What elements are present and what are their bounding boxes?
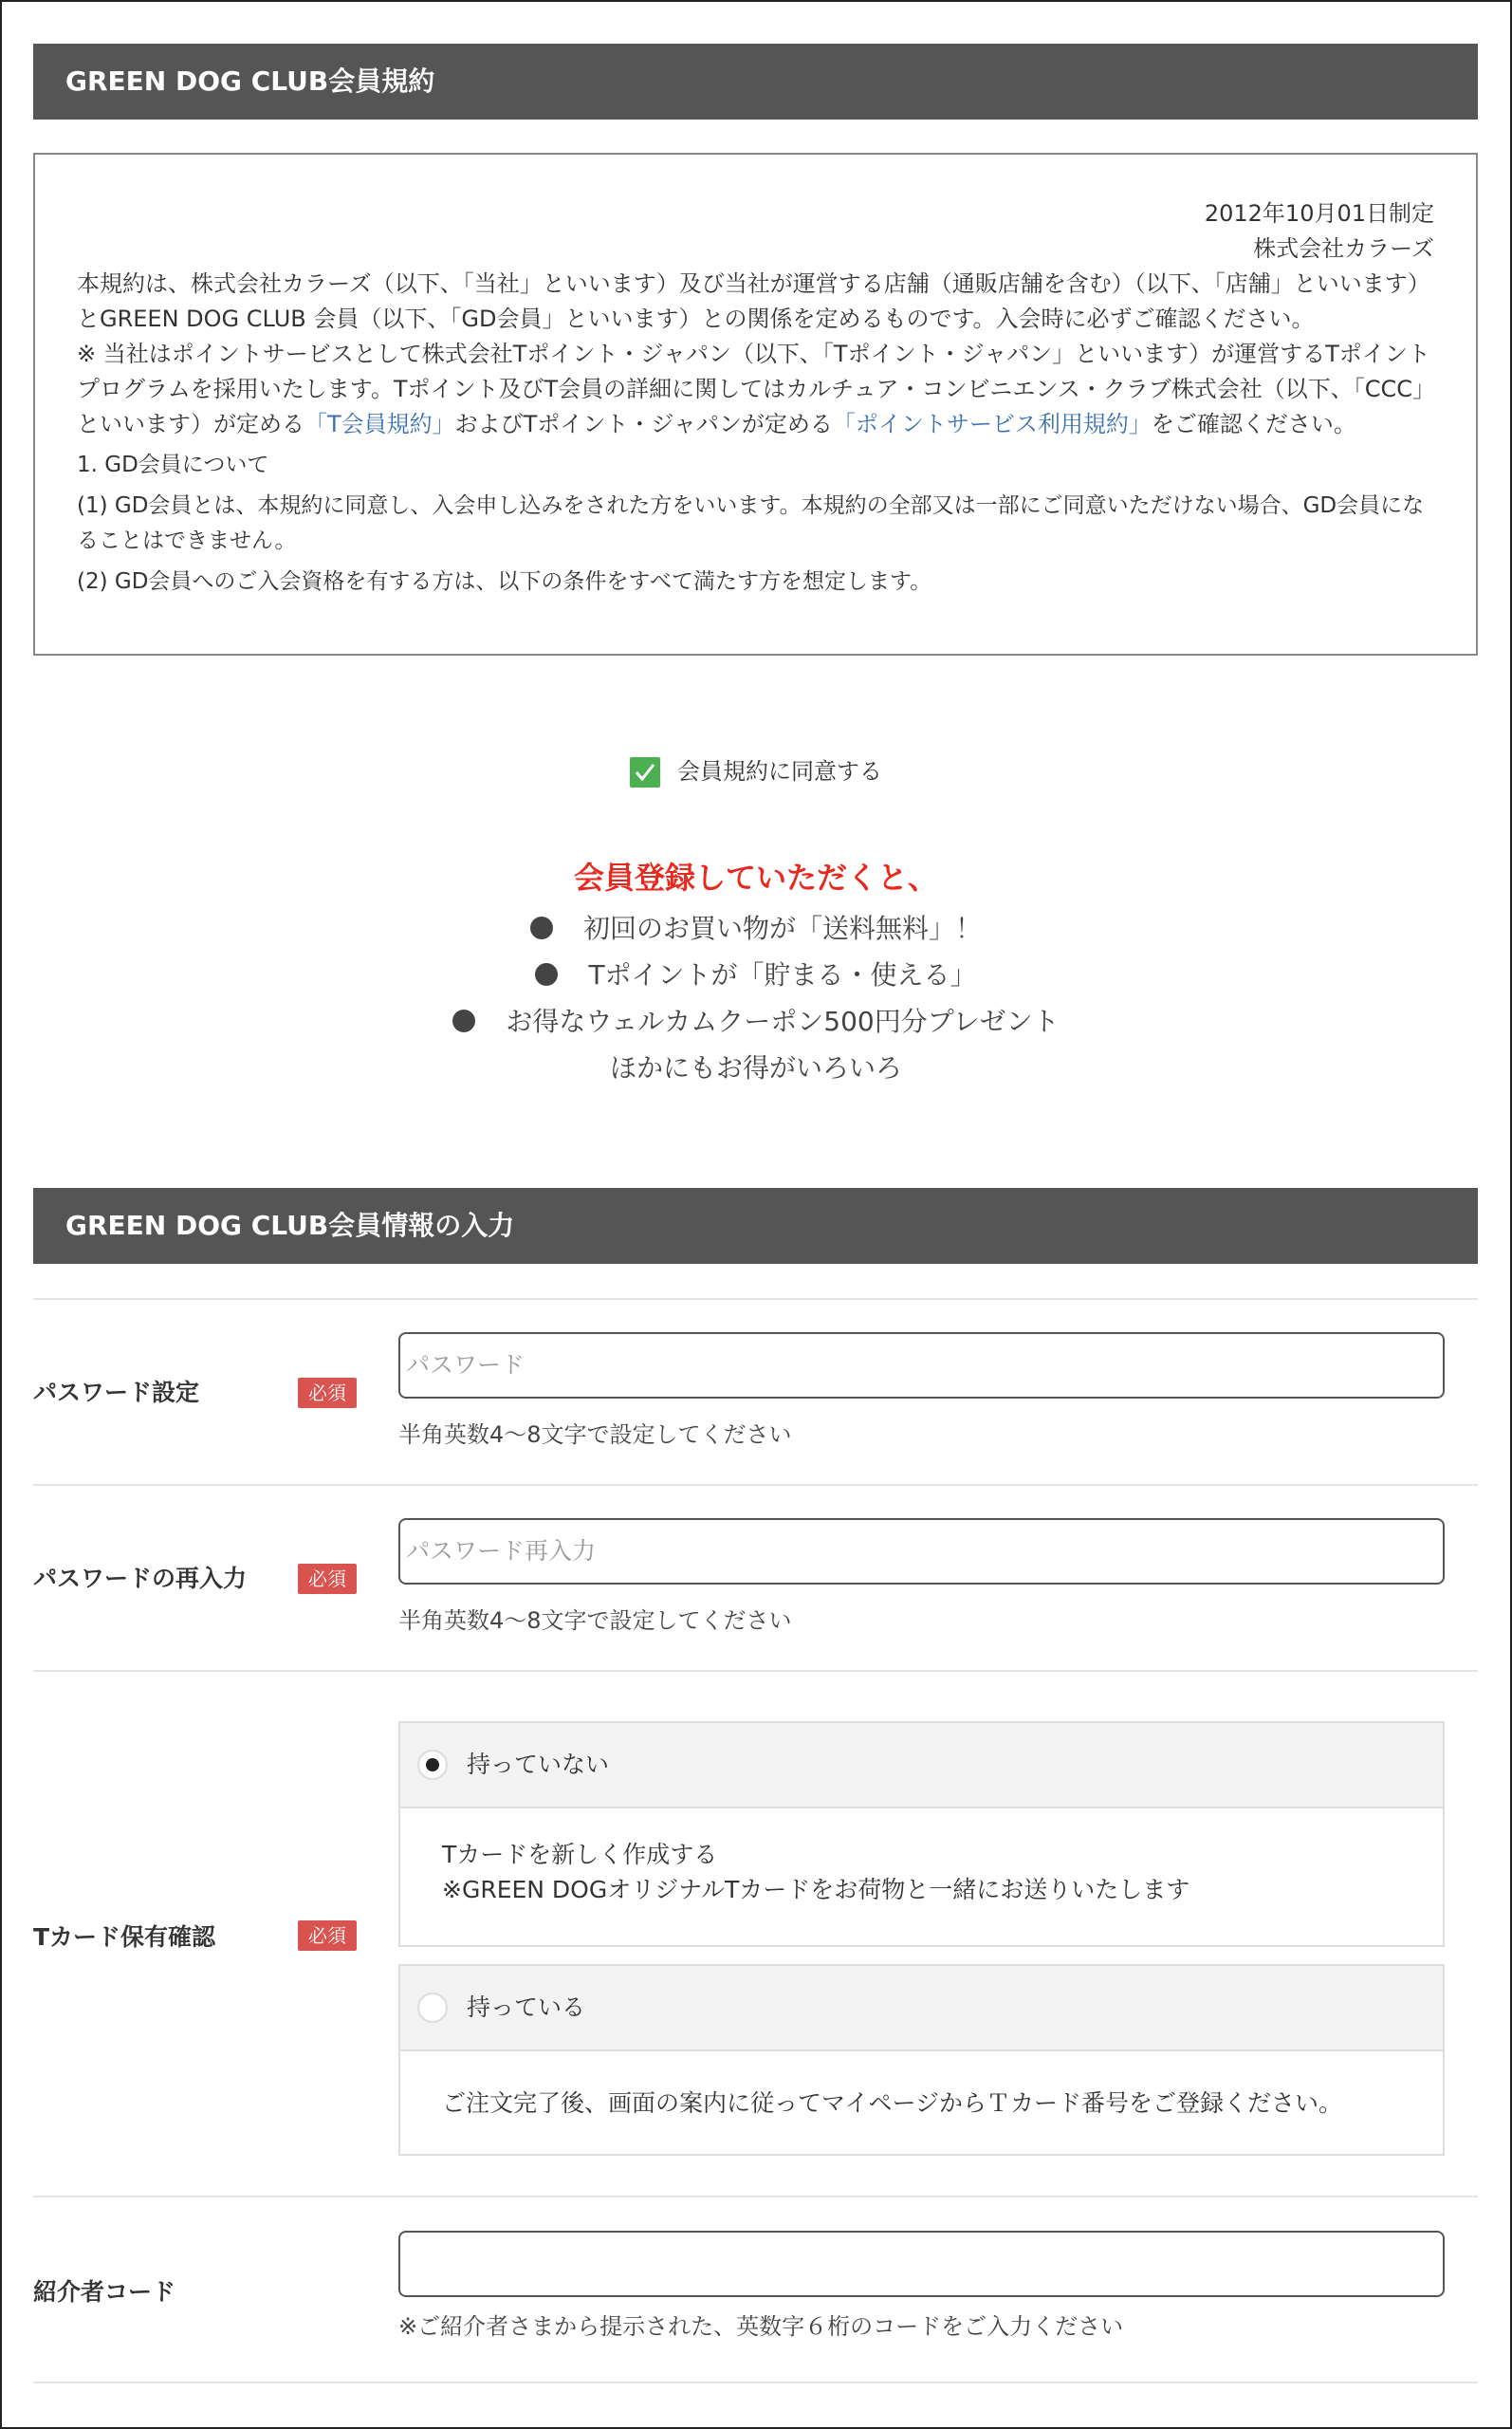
divider <box>33 1484 1478 1486</box>
tcard-option-yes[interactable] <box>398 1964 1445 2051</box>
password-confirm-label: パスワードの再入力 <box>33 1565 248 1592</box>
tcard-label: Tカード保有確認 <box>33 1923 216 1951</box>
password-input[interactable]: パスワード <box>398 1332 1445 1399</box>
agree-checkbox[interactable] <box>630 757 660 788</box>
promo-item-text: 初回のお買い物が「送料無料」！ <box>582 913 982 944</box>
promo-item-text: お得なウェルカムクーポン500円分プレゼント <box>506 1006 1060 1037</box>
terms-date: 2012年10月01日制定 <box>1204 200 1434 227</box>
bullet-icon <box>535 963 558 986</box>
promo-item <box>0 908 1512 946</box>
promo-title: 会員登録していただくと、 <box>573 860 938 896</box>
referral-hint: ※ご紹介者さまから提示された、英数字６桁のコードをご入力ください <box>398 2313 1124 2340</box>
terms-section-title: 1. GD会員について <box>77 453 269 477</box>
password-confirm-hint: 半角英数4〜8文字で設定してください <box>398 1607 792 1634</box>
promo-item <box>0 955 1512 992</box>
terms-text: ※ 当社はポイントサービスとして株式会社Tポイント・ジャパン（以下、「Tポイント・ジャパン」といいます）が運営するTポイントプログラムを採用いたします。Tポイント及びT会員の詳細に関してはカルチュア・コンビニエンス・クラブ株式会社（以下、「CCC」といいます）が定める <box>77 341 1430 437</box>
terms-paragraph: 本規約は、株式会社カラーズ（以下、「当社」といいます）及び当社が運営する店舗（通販店舗を含む）（以下、「店舗」といいます）とGREEN DOG CLUB 会員（以下、「GD会員」といいます）との関係を定めるものです。入会時に必ずご確認ください。 <box>77 270 1430 332</box>
tcard-option-no-label: 持っていない <box>467 1751 610 1778</box>
password-confirm-input[interactable]: パスワード再入力 <box>398 1518 1445 1585</box>
tcard-option-no-line1: Tカードを新しく作成する <box>442 1841 718 1868</box>
check-icon <box>635 763 655 782</box>
password-hint: 半角英数4〜8文字で設定してください <box>398 1421 792 1448</box>
referral-code-input[interactable] <box>398 2231 1445 2297</box>
tcard-option-yes-label: 持っている <box>467 1993 586 2021</box>
promo-item-text: Tポイントが「貯まる・使える」 <box>588 959 977 991</box>
terms-section-header: GREEN DOG CLUB会員規約 <box>33 44 1478 120</box>
promo-more: ほかにもお得がいろいろ <box>609 1052 902 1084</box>
radio-selected[interactable] <box>417 1750 448 1780</box>
point-service-terms-link[interactable]: 「ポイントサービス利用規約」 <box>832 411 1152 437</box>
terms-item: (2) GD会員へのご入会資格を有する方は、以下の条件をすべて満たす方を想定します。 <box>77 569 932 594</box>
required-badge: 必須 <box>298 1378 357 1408</box>
tcard-option-no-line2: ※GREEN DOGオリジナルTカードをお荷物と一緒にお送りいたします <box>442 1876 1190 1903</box>
agree-row[interactable] <box>0 752 1512 788</box>
terms-text: およびTポイント・ジャパンが定める <box>454 411 833 437</box>
agree-label[interactable]: 会員規約に同意する <box>677 758 882 785</box>
form-section-header: GREEN DOG CLUB会員情報の入力 <box>33 1188 1478 1264</box>
divider <box>33 1298 1478 1300</box>
radio-unselected[interactable] <box>417 1993 448 2023</box>
terms-item: (1) GD会員とは、本規約に同意し、入会申し込みをされた方をいいます。本規約の全部又は一部にご同意いただけない場合、GD会員になることはできません。 <box>77 493 1425 553</box>
bullet-icon <box>452 1010 475 1032</box>
required-badge: 必須 <box>298 1920 357 1951</box>
required-badge: 必須 <box>298 1564 357 1594</box>
referral-label: 紹介者コード <box>33 2278 176 2306</box>
tcard-option-no[interactable] <box>398 1721 1445 1808</box>
bullet-icon <box>530 917 553 939</box>
promo-item <box>0 1001 1512 1039</box>
tcard-option-yes-detail <box>398 2051 1445 2156</box>
tcard-option-no-detail <box>398 1808 1445 1947</box>
terms-paragraph-tpoint <box>77 337 1434 442</box>
terms-company: 株式会社カラーズ <box>1253 235 1434 262</box>
password-label: パスワード設定 <box>33 1379 200 1406</box>
terms-text: をご確認ください。 <box>1151 411 1356 437</box>
terms-scroll-box[interactable] <box>33 153 1478 656</box>
divider <box>33 2196 1478 2197</box>
t-member-terms-link[interactable]: 「T会員規約」 <box>304 411 455 437</box>
divider <box>33 2382 1478 2383</box>
divider <box>33 1670 1478 1672</box>
tcard-option-yes-line1: ご注文完了後、画面の案内に従ってマイページからＴカード番号をご登録ください。 <box>442 2089 1343 2117</box>
